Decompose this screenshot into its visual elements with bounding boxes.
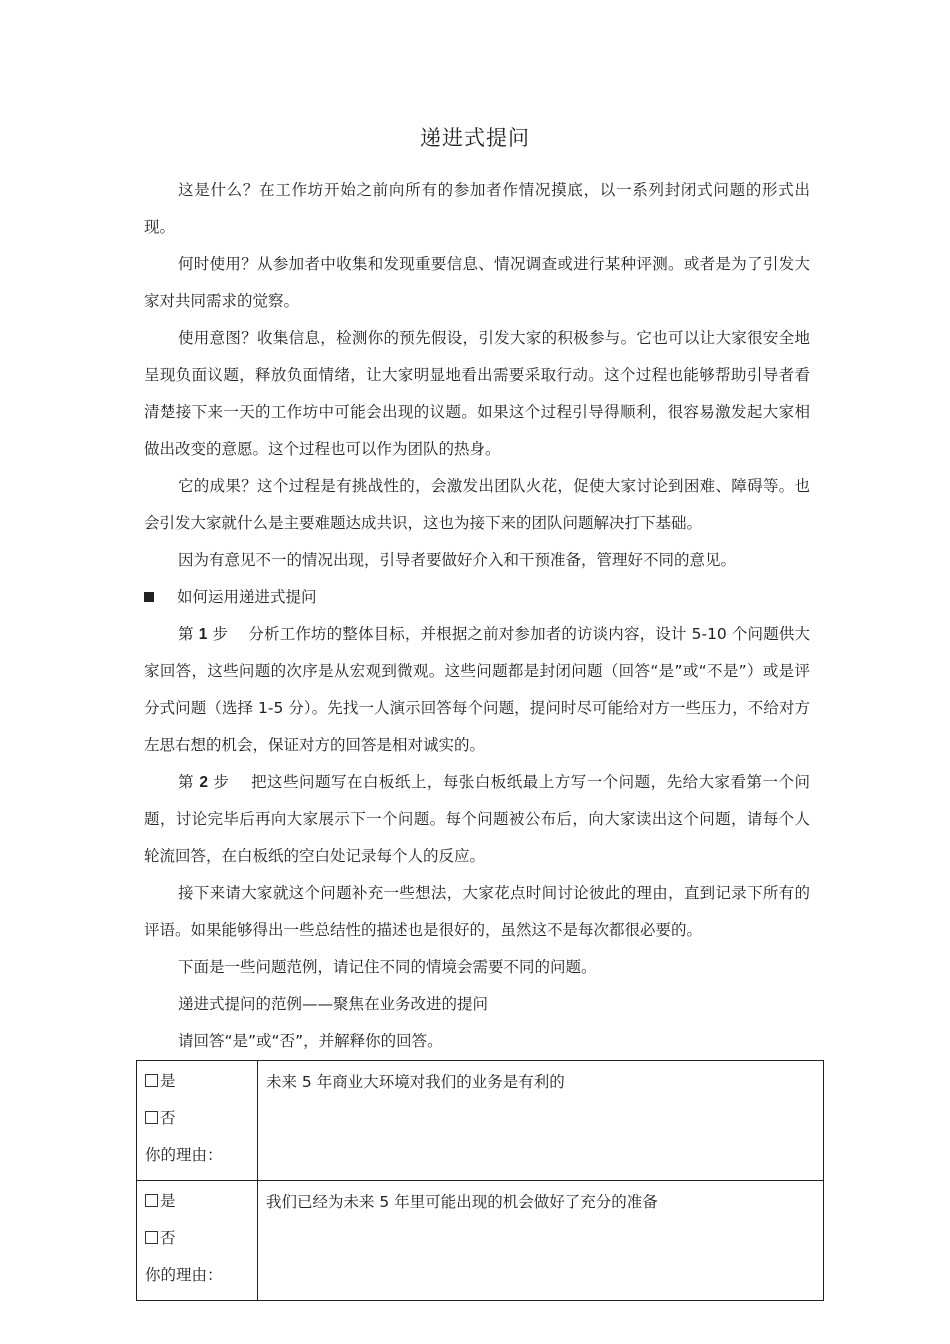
bullet-square-icon bbox=[144, 592, 154, 602]
step-prefix: 第 bbox=[178, 625, 194, 643]
answer-cell bbox=[137, 1061, 258, 1181]
paragraph-note: 因为有意见不一的情况出现，引导者要做好介入和干预准备，管理好不同的意见。 bbox=[178, 551, 737, 569]
step-prefix: 第 bbox=[178, 773, 194, 791]
step-1 bbox=[144, 616, 810, 764]
step-number: 2 bbox=[199, 774, 209, 791]
answer-cell bbox=[137, 1181, 258, 1301]
paragraph-discussion: 接下来请大家就这个问题补充一些想法，大家花点时间讨论彼此的理由，直到记录下所有的评语。如果能够得出一些总结性的描述也是很好的，虽然这不是每次都很必要的。 bbox=[144, 884, 810, 939]
no-label: 否 bbox=[160, 1229, 176, 1247]
paragraph-purpose: 使用意图？收集信息，检测你的预先假设，引发大家的积极参与。它也可以让大家很安全地呈现负面议题，释放负面情绪，让大家明显地看出需要采取行动。这个过程也能够帮助引导者看清楚接下来一天的工作坊中可能会出现的议题。如果这个过程引导得顺利，很容易激发起大家相做出改变的意愿。这个过程也可以作为团队的热身。 bbox=[144, 329, 810, 458]
step-2 bbox=[144, 764, 810, 875]
paragraph-outcome: 它的成果？这个过程是有挑战性的，会激发出团队火花，促使大家讨论到困难、障碍等。也会引发大家就什么是主要难题达成共识，这也为接下来的团队问题解决打下基础。 bbox=[144, 477, 810, 532]
paragraph-when: 何时使用？从参加者中收集和发现重要信息、情况调查或进行某种评测。或者是为了引发大家对共同需求的觉察。 bbox=[144, 255, 810, 310]
checkbox-icon[interactable] bbox=[145, 1111, 158, 1124]
step-text: 分析工作坊的整体目标，并根据之前对参加者的访谈内容，设计 5-10 个问题供大家回答，这些问题的次序是从宏观到微观。这些问题都是封闭问题（回答“是”或“不是”）或是评分式问题（选择 1-5 分）。先找一人演示回答每个问题，提问时尽可能给对方一些压力，不给对方左思右想的机会，保证对方的回答是相对诚实的。 bbox=[144, 625, 810, 754]
checkbox-icon[interactable] bbox=[145, 1194, 158, 1207]
checkbox-icon[interactable] bbox=[145, 1074, 158, 1087]
paragraph-example-title: 递进式提问的范例——聚焦在业务改进的提问 bbox=[178, 995, 489, 1013]
paragraph-what: 这是什么？在工作坊开始之前向所有的参加者作情况摸底，以一系列封闭式问题的形式出现。 bbox=[144, 181, 810, 236]
question-table bbox=[136, 1060, 824, 1301]
reason-label: 你的理由： bbox=[145, 1146, 223, 1164]
yes-option[interactable] bbox=[145, 1183, 241, 1220]
no-label: 否 bbox=[160, 1109, 176, 1127]
step-text: 把这些问题写在白板纸上，每张白板纸最上方写一个问题，先给大家看第一个问题，讨论完毕后再向大家展示下一个问题。每个问题被公布后，向大家读出这个问题，请每个人轮流回答，在白板纸的空白处记录每个人的反应。 bbox=[144, 773, 810, 865]
statement-cell: 未来 5 年商业大环境对我们的业务是有利的 bbox=[258, 1061, 824, 1181]
step-number: 1 bbox=[198, 626, 208, 643]
yes-label: 是 bbox=[160, 1072, 176, 1090]
checkbox-icon[interactable] bbox=[145, 1231, 158, 1244]
section-heading-text: 如何运用递进式提问 bbox=[177, 588, 317, 606]
yes-label: 是 bbox=[160, 1192, 176, 1210]
document-body bbox=[144, 172, 810, 1060]
yes-option[interactable] bbox=[145, 1063, 241, 1100]
table-row bbox=[137, 1181, 824, 1301]
table-row bbox=[137, 1061, 824, 1181]
page-title: 递进式提问 bbox=[420, 126, 530, 150]
paragraph-instruction: 请回答“是”或“否”，并解释你的回答。 bbox=[178, 1032, 443, 1050]
statement-cell: 我们已经为未来 5 年里可能出现的机会做好了充分的准备 bbox=[258, 1181, 824, 1301]
step-suffix: 步 bbox=[213, 773, 230, 791]
reason-label: 你的理由： bbox=[145, 1266, 223, 1284]
step-suffix: 步 bbox=[212, 625, 229, 643]
no-option[interactable] bbox=[145, 1229, 176, 1247]
no-option[interactable] bbox=[145, 1109, 176, 1127]
section-heading bbox=[144, 579, 810, 616]
paragraph-examples-intro: 下面是一些问题范例，请记住不同的情境会需要不同的问题。 bbox=[178, 958, 597, 976]
